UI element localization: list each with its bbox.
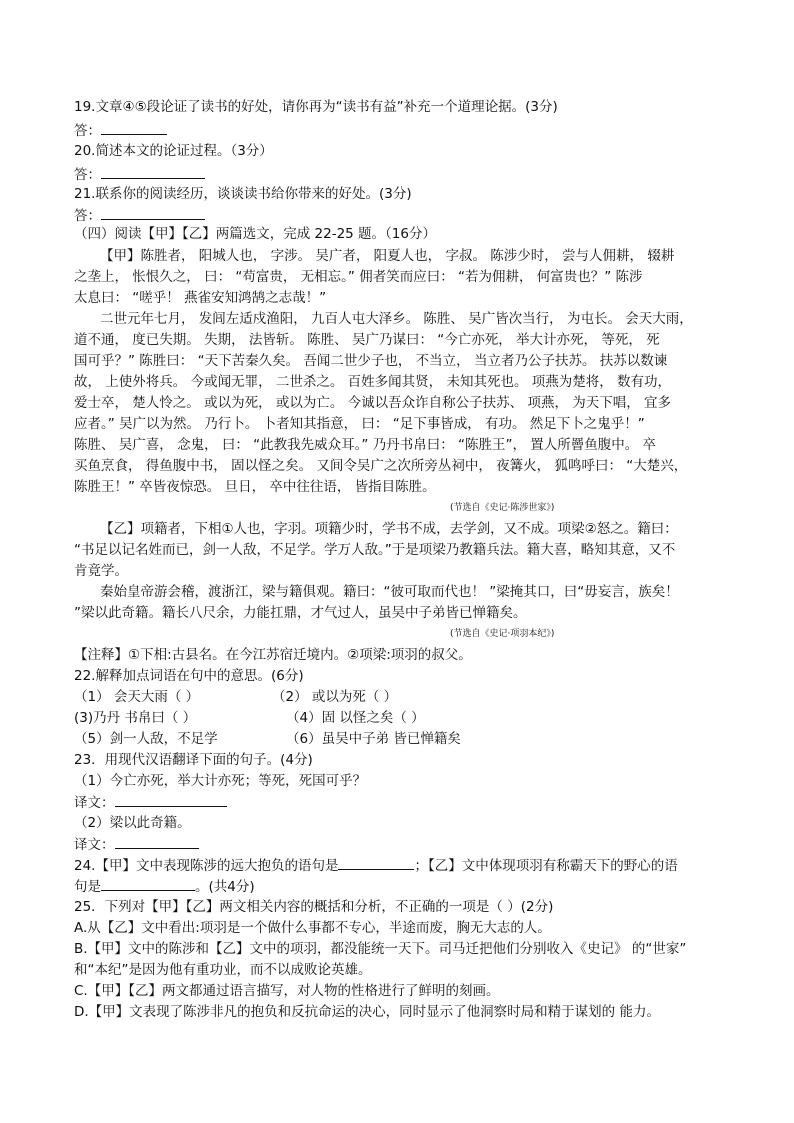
q19-answer bbox=[74, 120, 734, 141]
answer-label: 译文： bbox=[74, 837, 115, 853]
q25-option: B.【甲】文中的陈涉和【乙】文中的项羽，都没能统一天下。司马迁把他们分别收入《史记》 的“世家” bbox=[74, 941, 687, 957]
jia-line: 之垄上， 怅恨久之， 曰： “苟富贵， 无相忘。” 佣者笑而应曰： “若为佣耕， 何富贵也？” 陈涉 bbox=[74, 269, 643, 285]
q25-option: C.【甲】【乙】两文都通过语言描写，对人物的性格进行了鲜明的刻画。 bbox=[74, 983, 500, 999]
q22-item: （5）剑一人敌，不足学 bbox=[74, 731, 218, 747]
yi-line: 肯竟学。 bbox=[74, 563, 128, 579]
q22-item: （6）虽吴中子弟 皆已惮籍矣 bbox=[286, 731, 461, 747]
section4-heading: （四）阅读【甲】【乙】两篇选文，完成 22-25 题。（16分） bbox=[74, 226, 436, 242]
q23-text: 23．用现代汉语翻译下面的句子。(4分) bbox=[74, 752, 313, 768]
jia-line: 道不通， 度已失期。 失期， 法皆斩。 陈胜、 吴广乃谋曰： “今亡亦死， 举大计亦死， 等死， 死 bbox=[74, 332, 660, 348]
q23-sentence2: （2）梁以此奇籍。 bbox=[74, 815, 191, 831]
q24-line1 bbox=[74, 855, 734, 876]
q22-item: (3)乃丹 书帛曰（ ） bbox=[74, 710, 197, 726]
annotation-note: 【注释】①下相:古县名。在今江苏宿迁境内。②项梁:项羽的叔父。 bbox=[74, 647, 472, 663]
q21-answer bbox=[74, 205, 734, 226]
yi-line: 秦始皇帝游会稽，渡浙江，梁与籍俱观。籍曰：“彼可取而代也！ ”梁掩其口，曰“毋妄言，族矣！ bbox=[100, 584, 679, 600]
jia-line: 二世元年七月， 发闾左适戍渔阳， 九百人屯大泽乡。 陈胜、 吴广皆次当行， 为屯长。 会天大雨， bbox=[100, 311, 693, 327]
q25-option: 和“本纪”是因为他有重功业，而不以成败论英雄。 bbox=[74, 962, 372, 978]
q19-text: 19.文章④⑤段论证了读书的好处，请你再为“读书有益”补充一个道理论据。(3分) bbox=[74, 99, 558, 115]
jia-source: (节选自《史记·陈涉世家》) bbox=[450, 503, 555, 513]
q23-answer1 bbox=[74, 792, 734, 813]
q24-part: 句是 bbox=[74, 879, 101, 895]
answer-blank[interactable] bbox=[115, 792, 227, 807]
q24-line2 bbox=[74, 876, 734, 897]
answer-blank[interactable] bbox=[101, 120, 167, 135]
q24-part: 。(共4分) bbox=[195, 879, 255, 895]
answer-label: 答： bbox=[74, 123, 101, 139]
q25-option: D.【甲】文表现了陈涉非凡的抱负和反抗命运的决心，同时显示了他洞察时局和精于谋划的 能力。 bbox=[74, 1004, 660, 1020]
q22-item: （4）固 以怪之矣（ ） bbox=[286, 710, 425, 726]
answer-label: 答： bbox=[74, 167, 101, 183]
q24-part: 24.【甲】文中表现陈涉的远大抱负的语句是 bbox=[74, 858, 339, 874]
jia-line: 爱士卒， 楚人怜之。 或以为死， 或以为亡。 今诚以吾众诈自称公子扶苏、 项燕， 为天下唱， 宜多 bbox=[74, 395, 672, 411]
q20-text: 20.简述本文的论证过程。（3分） bbox=[74, 143, 273, 159]
jia-line: 买鱼烹食， 得鱼腹中书， 固以怪之矣。 又间令吴广之次所旁丛祠中， 夜篝火， 狐鸣呼曰： “大楚兴， bbox=[74, 458, 688, 474]
answer-blank[interactable] bbox=[338, 855, 414, 870]
answer-blank[interactable] bbox=[101, 876, 195, 891]
answer-blank[interactable] bbox=[101, 205, 205, 220]
answer-blank[interactable] bbox=[115, 834, 199, 849]
q25-option: A.从【乙】文中看出:项羽是一个做什么事都不专心，半途而废，胸无大志的人。 bbox=[74, 920, 551, 936]
jia-line: 应者。” 吴广以为然。 乃行卜。 卜者知其指意， 曰： “足下事皆成， 有功。 然足下卜之鬼乎！” bbox=[74, 416, 645, 432]
jia-line: 故， 上使外将兵。 今或闻无罪， 二世杀之。 百姓多闻其贤， 未知其死也。 项燕为楚将， 数有功， bbox=[74, 374, 672, 390]
q22-item: （2） 或以为死（ ） bbox=[272, 689, 398, 705]
answer-blank[interactable] bbox=[101, 164, 205, 179]
jia-line: 国可乎？” 陈胜曰： “天下苦秦久矣。 吾闻二世少子也， 不当立， 当立者乃公子扶苏。 扶苏以数谏 bbox=[74, 353, 668, 369]
yi-line: “书足以记名姓而已，剑一人敌，不足学。学万人敌。”于是项梁乃教籍兵法。籍大喜，略知其意，又不 bbox=[74, 542, 676, 558]
q22-item: （1） 会天大雨（ ） bbox=[74, 689, 200, 705]
q25-text: 25．下列对【甲】【乙】两文相关内容的概括和分析，不正确的一项是（ ）(2分) bbox=[74, 899, 554, 915]
q20-answer bbox=[74, 164, 734, 185]
q21-text: 21.联系你的阅读经历，谈谈读书给你带来的好处。(3分) bbox=[74, 186, 412, 202]
yi-line: ”梁以此奇籍。籍长八尺余，力能扛鼎，才气过人，虽吴中子弟皆已惮籍矣。 bbox=[74, 605, 527, 621]
jia-line: 太息曰： “嗟乎！ 燕雀安知鸿鹄之志哉！” bbox=[74, 290, 327, 306]
yi-source: (节选自《史记·项羽本纪》) bbox=[450, 629, 555, 639]
q23-answer2 bbox=[74, 834, 734, 855]
jia-line: 陈胜、 吴广喜， 念鬼， 曰： “此教我先威众耳。” 乃丹书帛曰： “陈胜王”， 置人所罾鱼腹中。 卒 bbox=[74, 437, 657, 453]
q24-part: ；【乙】文中体现项羽有称霸天下的野心的语 bbox=[414, 858, 678, 874]
answer-label: 答： bbox=[74, 208, 101, 224]
q23-sentence1: （1）今亡亦死，举大计亦死；等死，死国可乎？ bbox=[74, 773, 367, 789]
answer-label: 译文： bbox=[74, 795, 115, 811]
yi-line: 【乙】项籍者，下相①人也，字羽。项籍少时，学书不成，去学剑，又不成。项梁②怒之。籍曰： bbox=[100, 521, 678, 537]
jia-line: 【甲】陈胜者， 阳城人也， 字涉。 吴广者， 阳夏人也， 字叔。 陈涉少时， 尝与人佣耕， 辍耕 bbox=[100, 248, 675, 264]
jia-line: 陈胜王！” 卒皆夜惊恐。 旦日， 卒中往往语， 皆指目陈胜。 bbox=[74, 479, 436, 495]
q22-text: 22.解释加点词语在句中的意思。(6分) bbox=[74, 668, 304, 684]
